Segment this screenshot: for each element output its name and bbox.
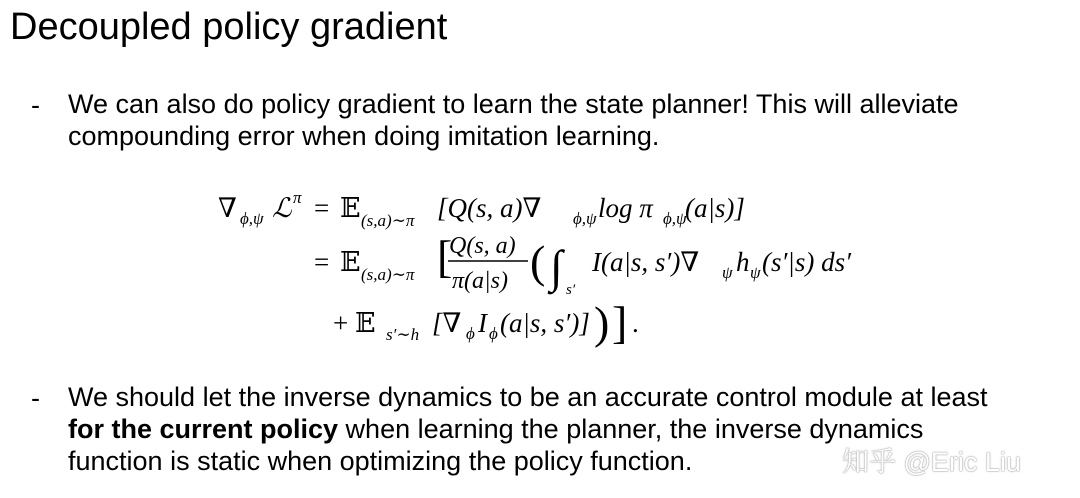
equation-term: (a|s)] xyxy=(685,193,745,223)
integral-subscript: s′ xyxy=(566,282,576,298)
loss-symbol: ℒ xyxy=(272,193,292,223)
bullet-line: We can also do policy gradient to learn the state planner! This will alleviate xyxy=(68,89,959,119)
bullet-line: function is static when optimizing the policy function. xyxy=(68,446,693,476)
equation-line-3 xyxy=(333,297,639,348)
slide-title: Decoupled policy gradient xyxy=(10,6,448,48)
equation-term: [∇ xyxy=(432,308,462,338)
expectation-symbol: 𝔼 xyxy=(340,247,361,277)
integral-symbol: ∫ xyxy=(550,241,563,292)
equation-line-1 xyxy=(218,188,745,230)
subscript: ψ xyxy=(750,263,761,282)
fraction-numerator: Q(s, a) xyxy=(449,233,516,259)
bold-phrase: for the current policy xyxy=(68,414,339,444)
subscript: ϕ,ψ xyxy=(663,209,687,228)
expectation-symbol: 𝔼 xyxy=(340,193,361,223)
subscript: ϕ xyxy=(489,324,498,343)
left-bracket: [ xyxy=(437,231,453,282)
equals-sign: = xyxy=(314,193,330,223)
subscript: (s,a)∼π xyxy=(361,211,415,230)
bullet-line: compounding error when doing imitation learning. xyxy=(68,121,660,151)
bullet-marker: - xyxy=(31,90,40,120)
zhihu-watermark: 知乎 @Eric Liu xyxy=(842,447,1021,477)
equation-term: h xyxy=(736,247,750,277)
subscript: ψ xyxy=(722,263,733,282)
expectation-symbol: + 𝔼 xyxy=(333,308,376,338)
equation-line-2 xyxy=(314,231,852,298)
subscript: ϕ,ψ xyxy=(573,209,597,228)
fraction-denominator: π(a|s) xyxy=(452,268,508,294)
left-paren: ( xyxy=(530,236,546,287)
subscript: s′∼h xyxy=(386,325,420,344)
equation-term: [Q(s, a)∇ xyxy=(437,193,542,223)
superscript: π xyxy=(293,188,302,207)
bullet-line: We should let the inverse dynamics to be an accurate control module at least xyxy=(68,382,988,412)
equation-term: log π xyxy=(598,193,653,223)
bullet-line-rest: when learning the planner, the inverse dynamics xyxy=(338,414,924,444)
equation-term: I xyxy=(478,308,487,338)
equals-sign: = xyxy=(314,247,330,277)
subscript: ϕ,ψ xyxy=(240,209,264,228)
equation-term: (s′|s) ds′ xyxy=(762,247,851,277)
period: . xyxy=(632,308,639,338)
right-paren: ) xyxy=(594,297,610,348)
equation-term: (a|s, s′)] xyxy=(500,308,590,338)
subscript: (s,a)∼π xyxy=(361,265,415,284)
right-bracket: ] xyxy=(612,297,628,348)
subscript: ϕ xyxy=(466,324,475,343)
nabla-symbol: ∇ xyxy=(218,193,237,223)
equation-term: I(a|s, s′)∇ xyxy=(592,247,700,277)
bullet-marker: - xyxy=(31,383,40,413)
